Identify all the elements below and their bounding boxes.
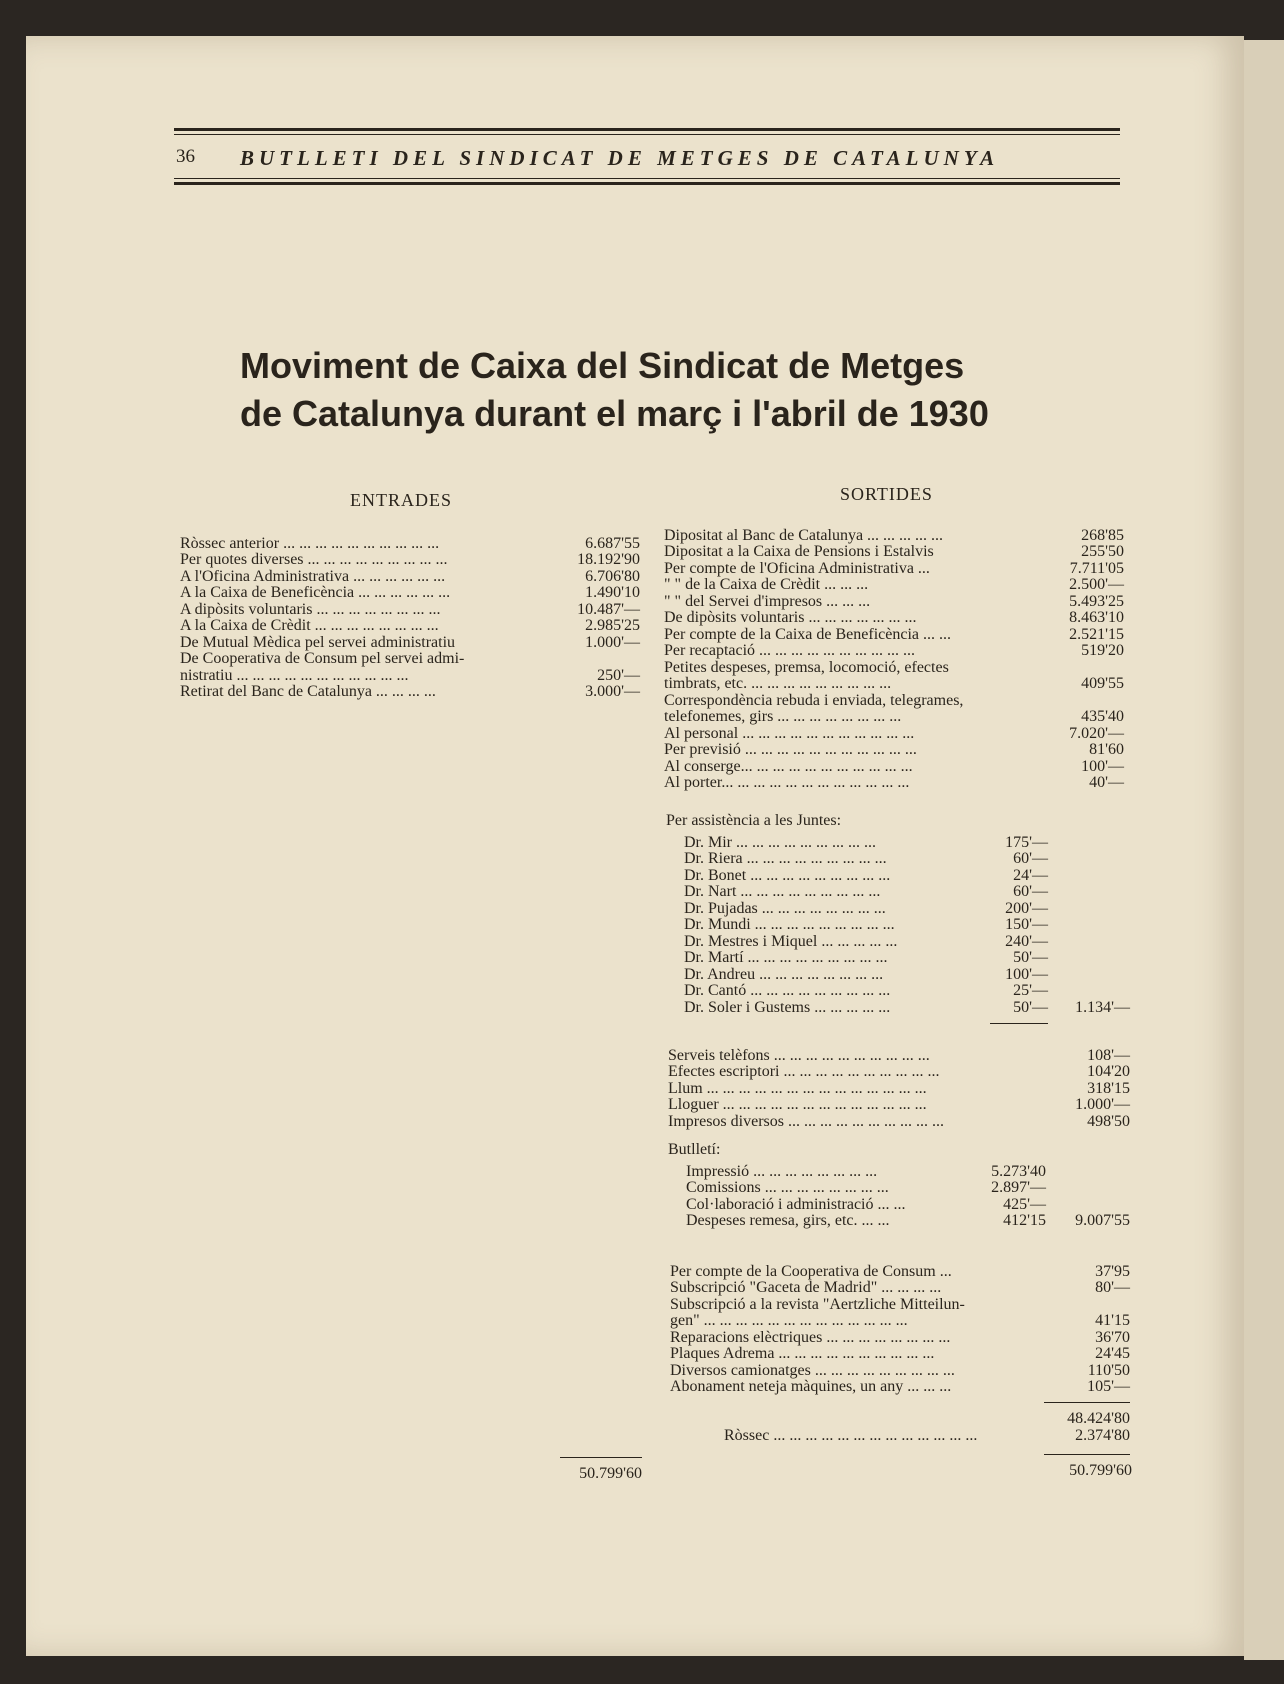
entry-amount: 6.687'55 [585, 535, 640, 552]
entry-amount: 3.000'— [585, 683, 640, 700]
header-rule-bottom-thin [174, 178, 1120, 179]
entry-label: De Mutual Mèdica pel servei administratiu [180, 634, 456, 651]
sortides-heading: SORTIDES [840, 484, 933, 504]
entrades-total: 50.799'60 [579, 1465, 642, 1482]
entry-amount: 41'15 [1095, 1312, 1130, 1329]
sortides-total-rule [1044, 1454, 1130, 1455]
entry-label: timbrats, etc. ... ... ... ... ... ... ... ... ... [664, 675, 892, 692]
entry-amount: 105'— [1087, 1378, 1130, 1395]
entry-amount: 5.493'25 [1069, 593, 1124, 610]
entry-amount: 10.487'— [577, 601, 640, 618]
entry-label: Despeses remesa, girs, etc. ... ... [686, 1212, 890, 1229]
entry-amount: 40'— [1089, 774, 1124, 791]
entry-amount: 24'— [1013, 867, 1048, 884]
entry-label: Subscripció a la revista "Aertzliche Mitteilun- [670, 1296, 965, 1313]
entry-amount: 2.521'15 [1069, 626, 1124, 643]
entry-label: Impressió ... ... ... ... ... ... ... ... [686, 1163, 878, 1180]
entry-amount: 2.897'— [991, 1179, 1046, 1196]
journal-title: BUTLLETI DEL SINDICAT DE METGES DE CATALUNYA [240, 146, 1000, 170]
entry-label: Llum ... ... ... ... ... ... ... ... ... ... ... ... ... ... [668, 1080, 927, 1097]
entry-label: Per compte de la Caixa de Beneficència ... ... [664, 626, 951, 643]
entry-label: A la Caixa de Crèdit ... ... ... ... ... ... ... ... [180, 617, 439, 634]
entry-label: nistratiu ... ... ... ... ... ... ... ... ... ... ... [180, 667, 409, 684]
entry-amount: 6.706'80 [585, 568, 640, 585]
entry-label: Diversos camionatges ... ... ... ... ... ... ... ... ... [670, 1362, 955, 1379]
entry-label: " " de la Caixa de Crèdit ... ... ... [664, 576, 869, 593]
sortides-total: 50.799'60 [1069, 1462, 1132, 1479]
entry-label: Dr. Riera ... ... ... ... ... ... ... ... ... [684, 850, 887, 867]
entry-amount: 7.711'05 [1069, 560, 1124, 577]
entry-amount: 425'— [1003, 1196, 1046, 1213]
entry-amount: 37'95 [1095, 1263, 1130, 1280]
entry-amount: 108'— [1087, 1047, 1130, 1064]
page-number: 36 [176, 146, 195, 167]
entry-amount: 250'— [597, 667, 640, 684]
entry-label: Per previsió ... ... ... ... ... ... ... ... ... ... ... [664, 741, 917, 758]
entry-amount: 5.273'40 [991, 1163, 1046, 1180]
entry-label: Subscripció "Gaceta de Madrid" ... ... ... ... [670, 1279, 942, 1296]
entry-label: Al conserge... ... ... ... ... ... ... ... ... ... ... [664, 758, 913, 775]
entry-label: Al personal ... ... ... ... ... ... ... ... ... ... ... [664, 725, 915, 742]
entry-amount: 150'— [1005, 916, 1048, 933]
entry-amount: 200'— [1005, 900, 1048, 917]
header-rule-bottom [174, 182, 1120, 185]
entry-label: Petites despeses, premsa, locomoció, efectes [664, 659, 949, 676]
entry-label: Dipositat a la Caixa de Pensions i Estalvis [664, 543, 934, 560]
entry-label: Serveis telèfons ... ... ... ... ... ... ... ... ... ... [668, 1047, 930, 1064]
entry-label: Plaques Adrema ... ... ... ... ... ... ... ... ... ... [670, 1345, 935, 1362]
entry-label: A l'Oficina Administrativa ... ... ... ... ... ... [180, 568, 446, 585]
entry-amount: 100'— [1005, 966, 1048, 983]
entry-amount: 100'— [1081, 758, 1124, 775]
next-page-edge [1244, 40, 1284, 1660]
entry-amount: 519'20 [1081, 642, 1124, 659]
butlleti-total: 9.007'55 [1075, 1212, 1130, 1229]
entry-label: " " del Servei d'impresos ... ... ... [664, 593, 871, 610]
entry-label: De dipòsits voluntaris ... ... ... ... ... ... ... [664, 609, 917, 626]
entry-amount: 18.192'90 [577, 551, 640, 568]
entry-amount: 175'— [1005, 834, 1048, 851]
entry-amount: 1.000'— [1075, 1096, 1130, 1113]
entry-amount: 412'15 [1003, 1212, 1046, 1229]
entry-amount: 60'— [1013, 883, 1048, 900]
entry-label: Abonament neteja màquines, un any ... ... ... [670, 1378, 952, 1395]
entry-label: Ròssec anterior ... ... ... ... ... ... ... ... ... ... [180, 535, 440, 552]
entry-amount: 318'15 [1087, 1080, 1130, 1097]
running-header [176, 146, 1118, 176]
entry-label: Comissions ... ... ... ... ... ... ... ... [686, 1179, 889, 1196]
entry-label: Retirat del Banc de Catalunya ... ... ... ... [180, 683, 436, 700]
juntes-total: 1.134'— [1075, 999, 1130, 1016]
entry-label: Dr. Martí ... ... ... ... ... ... ... ... ... [684, 949, 888, 966]
entry-label: Per compte de la Cooperativa de Consum ... [670, 1263, 952, 1280]
entry-amount: 268'85 [1081, 527, 1124, 544]
entry-amount: 240'— [1005, 933, 1048, 950]
entry-label: Al porter... ... ... ... ... ... ... ... ... ... ... ... [664, 774, 910, 791]
entry-label: Dr. Pujadas ... ... ... ... ... ... ... ... [684, 900, 886, 917]
juntes-heading: Per assistència a les Juntes: [666, 812, 842, 829]
entry-label: Dr. Nart ... ... ... ... ... ... ... ... ... [684, 883, 881, 900]
entry-amount: 1.000'— [585, 634, 640, 651]
entry-label: Dr. Mundi ... ... ... ... ... ... ... ... ... [684, 916, 895, 933]
entry-label: Dipositat al Banc de Catalunya ... ... ... ... ... [664, 527, 944, 544]
header-rule-top-thin [174, 134, 1120, 135]
entry-label: gen" ... ... ... ... ... ... ... ... ... ... ... ... ... [670, 1312, 908, 1329]
entry-amount: 7.020'— [1069, 725, 1124, 742]
entry-label: De Cooperativa de Consum pel servei admi- [180, 650, 465, 667]
entry-amount: 2.500'— [1069, 576, 1124, 593]
entry-label: Dr. Andreu ... ... ... ... ... ... ... ... [684, 966, 884, 983]
entry-label: Correspondència rebuda i enviada, telegrames, [664, 692, 964, 709]
entry-amount: 498'50 [1087, 1113, 1130, 1130]
entry-label: A dipòsits voluntaris ... ... ... ... ... ... ... ... [180, 601, 441, 618]
entry-amount: 50'— [1013, 999, 1048, 1016]
entry-label: Per quotes diverses ... ... ... ... ... ... ... ... ... [180, 551, 448, 568]
entry-amount: 80'— [1095, 1279, 1130, 1296]
rossec-label: Ròssec ... ... ... ... ... ... ... ... ... ... ... ... ... [724, 1427, 978, 1444]
entry-amount: 104'20 [1087, 1063, 1130, 1080]
entry-amount: 110'50 [1087, 1362, 1130, 1379]
entry-label: Per compte de l'Oficina Administrativa ... [664, 560, 930, 577]
entry-amount: 81'60 [1089, 741, 1124, 758]
sortides-subtotal: 48.424'80 [1067, 1410, 1130, 1427]
entry-amount: 435'40 [1081, 708, 1124, 725]
entry-label: Dr. Soler i Gustems ... ... ... ... ... [684, 999, 891, 1016]
entry-label: Dr. Mestres i Miquel ... ... ... ... ... [684, 933, 898, 950]
entry-amount: 255'50 [1081, 543, 1124, 560]
entry-amount: 50'— [1013, 949, 1048, 966]
entry-amount: 2.985'25 [585, 617, 640, 634]
entry-label: telefonemes, girs ... ... ... ... ... ... ... ... [664, 708, 902, 725]
entry-label: Dr. Bonet ... ... ... ... ... ... ... ... ... [684, 867, 891, 884]
sortides-subtotal-rule [1044, 1402, 1130, 1403]
entry-label: Impresos diversos ... ... ... ... ... ... ... ... ... ... [668, 1113, 944, 1130]
title-line-2: de Catalunya durant el març i l'abril de 1930 [240, 393, 989, 434]
entry-label: Col·laboració i administració ... ... [686, 1196, 906, 1213]
butlleti-heading: Butlletí: [668, 1141, 721, 1158]
entry-label: Dr. Cantó ... ... ... ... ... ... ... ... ... [684, 982, 891, 999]
entry-label: Lloguer ... ... ... ... ... ... ... ... ... ... ... ... ... [668, 1096, 927, 1113]
entrades-total-rule [560, 1457, 642, 1458]
header-rule-top [174, 128, 1120, 131]
entry-amount: 1.490'10 [585, 584, 640, 601]
juntes-total-rule [990, 1023, 1048, 1024]
entry-label: A la Caixa de Beneficència ... ... ... ... ... ... [180, 584, 451, 601]
entry-amount: 24'45 [1095, 1345, 1130, 1362]
entry-label: Per recaptació ... ... ... ... ... ... ... ... ... ... [664, 642, 916, 659]
entrades-heading: ENTRADES [350, 490, 452, 510]
entry-label: Dr. Mir ... ... ... ... ... ... ... ... ... [684, 834, 876, 851]
entry-amount: 8.463'10 [1069, 609, 1124, 626]
entry-label: Reparacions elèctriques ... ... ... ... ... ... ... ... [670, 1329, 951, 1346]
entry-amount: 409'55 [1081, 675, 1124, 692]
entry-label: Efectes escriptori ... ... ... ... ... ... ... ... ... ... [668, 1063, 940, 1080]
title-line-1: Moviment de Caixa del Sindicat de Metges [240, 345, 965, 386]
entry-amount: 36'70 [1095, 1329, 1130, 1346]
entry-amount: 25'— [1013, 982, 1048, 999]
rossec-value: 2.374'80 [1075, 1427, 1130, 1444]
entry-amount: 60'— [1013, 850, 1048, 867]
article-title [240, 342, 1140, 438]
